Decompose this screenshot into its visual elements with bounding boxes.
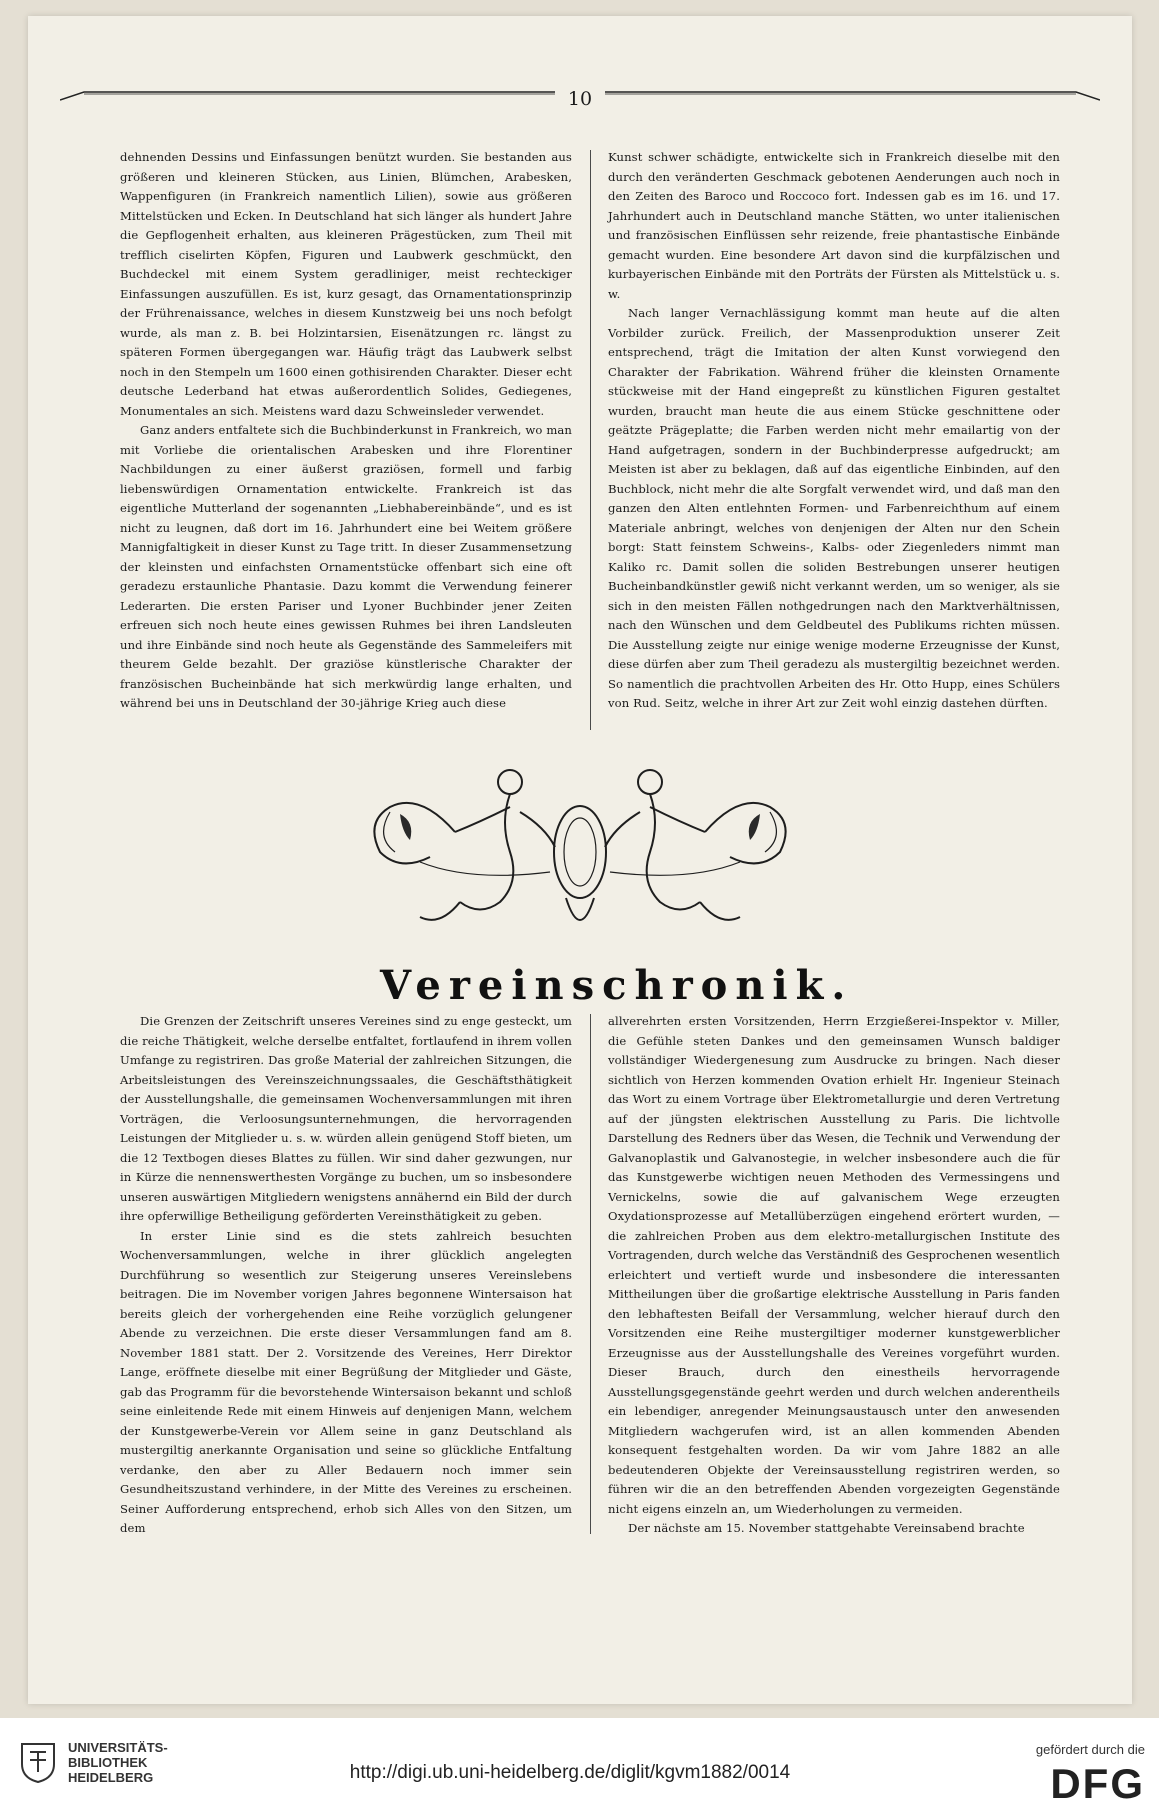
paragraph: allverehrten ersten Vorsitzenden, Herrn Erzgießerei-Inspektor v. Miller, die Gefühle steten Dankes und den gemeinsamen Wunsch baldiger vollständiger Wiedergenesung zum Ausdrucke zu bringen. Nach dieser sichtlich von Herzen kommenden Ovation erhielt Hr. Ingenieur Steinach das Wort zu einem Vortrage über Elektrometallurgie und deren Vertretung auf der jüngsten elektrischen Ausstellung zu Paris. Die lichtvolle Darstellung des Redners über das Wesen, die Technik und Verwendung der Galvanoplastik und Galvanostegie, in welcher insbesondere auch die für das Kunstgewerbe wichtigen neuen Methoden des Vermessingens und Vernickelns, sowie die auf galvanischem Wege erzeugten Oxydationsprozesse auf Metallüberzügen eingehend erörtert wurden, — die zahlreichen Proben aus dem elektro-metallurgischen Institute des Vortragenden, durch welche das Verständniß des Gesprochenen wesentlich erleichtert und vertieft wurde und insbesondere die interessanten Mittheilungen über die großartige elektrische Ausstellung in Paris fanden den lebhaftesten Beifall der Versammlung, welcher hierauf durch den Vorsitzenden eine Reihe mustergiltiger moderner kunstgewerblicher Erzeugnisse aus der Ausstellungshalle des Vereines vorgeführt wurden. Dieser Brauch, durch den einestheils hervorragende Ausstellungsgegenstände geehrt werden und durch welchen anderentheils ein lebendiger, anregender Meinungsaustausch unter den anwesenden Mitgliedern wachgerufen wird, ist an allen kommenden Abenden konsequent festgehalten worden. Da wir vom Jahre 1882 an alle bedeutenderen Objekte der Vereinsausstellung registriren werden, so führen wir die an den betreffenden Abenden vorgezeigten Gegenstände nicht eigens einzeln an, um Wiederholungen zu vermeiden. bbox=[608, 1014, 1060, 1516]
page-number: 10 bbox=[555, 88, 605, 110]
paragraph: dehnenden Dessins und Einfassungen benützt wurden. Sie bestanden aus größeren und kleineren Stücken, aus Linien, Blümchen, Arabesken, Wappenfiguren (in Frankreich namentlich Lilien), sowie aus größeren Mittelstücken und Ecken. In Deutschland hat sich länger als hundert Jahre die Gepflogenheit erhalten, aus kleineren Prägestücken, zum Theil mit trefflich ciselirten Köpfen, Figuren und Laubwerk geschmückt, den Buchdeckel mit einem System geradliniger, meist rechteckiger Einfassungen auszufüllen. Es ist, kurz gesagt, das Ornamentationsprinzip der Frührenaissance, welches in diesem Kunstzweig bei uns noch befolgt wurde, als man z. B. bei Holzintarsien, Eisenätzungen rc. längst zu späteren Formen übergegangen war. Häufig trägt das Laubwerk selbst noch in den Stempeln um 1600 einen gothisirenden Charakter. Dieser echt deutsche Lederband hat etwas außerordentlich Solides, Gediegenes, Monumentales an sich. Meistens ward dazu Schweinsleder verwendet. bbox=[120, 150, 572, 418]
dfg-logo: DFG bbox=[1050, 1760, 1145, 1807]
ornament-vignette bbox=[360, 752, 800, 952]
column-divider bbox=[590, 1014, 591, 1534]
paragraph: Die Grenzen der Zeitschrift unseres Vereines sind zu enge gesteckt, um die reiche Thätigkeit, welche derselbe entfaltet, fortlaufend in ihrem vollen Umfange zu registriren. Das große Material der zahlreichen Sitzungen, die Arbeitsleistungen des Vereinszeichnungssaales, die Geschäftsthätigkeit der Ausstellungshalle, die gemeinsamen Wochenversammlungen mit ihren Vorträgen, die Verloosungsunternehmungen, die hervorragenden Leistungen der Mitglieder u. s. w. würden allein genügend Stoff bieten, um die 12 Textbogen dieses Blattes zu füllen. Wir sind daher gezwungen, nur in Kürze die nennenswerthesten Vorgänge zu buchen, um so insbesondere unseren auswärtigen Mitgliedern wenigstens annähernd ein Bild der durch ihre opferwillige Betheiligung geförderten Vereinsthätigkeit zu geben. bbox=[120, 1014, 572, 1223]
column-divider bbox=[590, 150, 591, 730]
paragraph: In erster Linie sind es die stets zahlreich besuchten Wochenversammlungen, welche in ihrer glücklich angelegten Durchführung so wesentlich zur Steigerung unseres Vereinslebens beitragen. Die im November vorigen Jahres begonnene Wintersaison hat bereits gleich der vorhergehenden eine Reihe vorzüglich gelungener Abende zu verzeichnen. Die erste dieser Versammlungen fand am 8. November 1881 statt. Der 2. Vorsitzende des Vereines, Herr Direktor Lange, eröffnete dieselbe mit einer Begrüßung der Mitglieder und Gäste, gab das Programm für die bevorstehende Wintersaison bekannt und schloß seine einleitende Rede mit einem Hinweis auf denjenigen Mann, welchem der Kunstgewerbe-Verein vor Allem seine in ganz Deutschland als mustergiltig anerkannte Organisation und seine so glückliche Entfaltung verdanke, den aber zu Aller Bedauern noch immer sein Gesundheitszustand verhindere, in der Mitte des Vereines zu erscheinen. Seiner Aufforderung entsprechend, erhob sich Alles von den Sitzen, um dem bbox=[120, 1228, 573, 1535]
university-seal-icon bbox=[18, 1740, 58, 1784]
text-column-top-right bbox=[608, 148, 1060, 714]
funded-by-label: gefördert durch die bbox=[1035, 1742, 1145, 1757]
institution-line: UNIVERSITÄTS- bbox=[68, 1740, 168, 1755]
institution-name bbox=[68, 1740, 168, 1785]
institution-line: BIBLIOTHEK bbox=[68, 1755, 148, 1770]
source-url-link[interactable]: http://digi.ub.uni-heidelberg.de/diglit/kgvm1882/0014 bbox=[349, 1762, 791, 1783]
institution-line: HEIDELBERG bbox=[68, 1770, 154, 1785]
section-title: Vereinschronik. bbox=[380, 962, 854, 1009]
paragraph: Kunst schwer schädigte, entwickelte sich in Frankreich dieselbe mit den durch den veränderten Geschmack gebotenen Aenderungen auch noch in den Zeiten des Baroco und Roccoco fort. Indessen gab es im 16. und 17. Jahrhundert auch in Deutschland manche Stätten, wo unter italienischen und französischen Einflüssen sehr reizende, freie phantastische Einbände gemacht wurden. Eine besondere Art davon sind die kurpfälzischen und kurbayerischen Einbände mit den Porträts der Fürsten als Mittelstück u. s. w. bbox=[608, 150, 1060, 301]
text-column-bottom-right bbox=[608, 1012, 1060, 1539]
paragraph: Nach langer Vernachlässigung kommt man heute auf die alten Vorbilder zurück. Freilich, der Massenproduktion unserer Zeit entsprechend, trägt die Imitation der alten Kunst vorwiegend den Charakter der Fabrikation. Während früher die kleinsten Ornamente stückweise mit der Hand eingepreßt zu künstlichen Figuren gestaltet wurden, braucht man heute die aus einem Stücke geschnittene oder geätzte Prägeplatte; die Farben werden nicht mehr emailartig von der Hand aufgetragen, sondern in der Buchbinderpresse aufgedruckt; am Meisten ist aber zu beklagen, daß auf das eigentliche Einbinden, auf den Buchblock, nicht mehr die alte Sorgfalt verwendet wird, und daß man den ganzen den Alten entlehnten Formen- und Farbenreichthum auf einem Materiale anbringt, welches von denjenigen der Alten nur den Schein borgt: Statt feinstem Schweins-, Kalbs- oder Ziegenleders nimmt man Kaliko rc. Damit sollen die soliden Bestrebungen unserer heutigen Bucheinbandkünstler gewiß nicht verkannt werden, um so weniger, als sie sich in den meisten Fällen nothgedrungen nach den Marktverhältnissen, nach den Wünschen und dem Geldbeutel des Publikums richten müssen. Die Ausstellung zeigte nur einige wenige moderne Erzeugnisse der Kunst, diese dürfen aber zum Theil geradezu als mustergiltig bezeichnet werden. So namentlich die prachtvollen Arbeiten des Hr. Otto Hupp, eines Schülers von Rud. Seitz, welche in ihrer Art zur Zeit wohl einzig dastehen dürften. bbox=[608, 306, 1060, 710]
text-column-top-left bbox=[120, 148, 572, 714]
paragraph: Ganz anders entfaltete sich die Buchbinderkunst in Frankreich, wo man mit Vorliebe die orientalischen Arabesken und ihre Florentiner Nachbildungen zu einer äußerst graziösen, formell und farbig liebenswürdigen Ornamentation entwickelte. Frankreich ist das eigentliche Mutterland der sogenannten „Liebhabereinbände“, und es ist nicht zu leugnen, daß dort im 16. Jahrhundert eine bei Weitem größere Mannigfaltigkeit in dieser Kunst zu Tage tritt. In dieser Zusammensetzung der kleinsten und einfachsten Ornamentstücke offenbart sich eine oft geradezu erstaunliche Phantasie. Dazu kommt die Verwendung feinerer Lederarten. Die ersten Pariser und Lyoner Buchbinder jener Zeiten erfreuen sich noch heute eines gewissen Ruhmes bei ihren Landsleuten und ihre Einbände sind noch heute als Gegenstände des Sammeleifers mit theurem Gelde bezahlt. Der graziöse künstlerische Charakter der französischen Bucheinbände hat sich merkwürdig lange erhalten, und während bei uns in Deutschland der 30-jährige Krieg auch diese bbox=[120, 423, 572, 710]
text-column-bottom-left bbox=[120, 1012, 572, 1539]
paragraph: Der nächste am 15. November stattgehabte Vereinsabend brachte bbox=[628, 1521, 1025, 1535]
